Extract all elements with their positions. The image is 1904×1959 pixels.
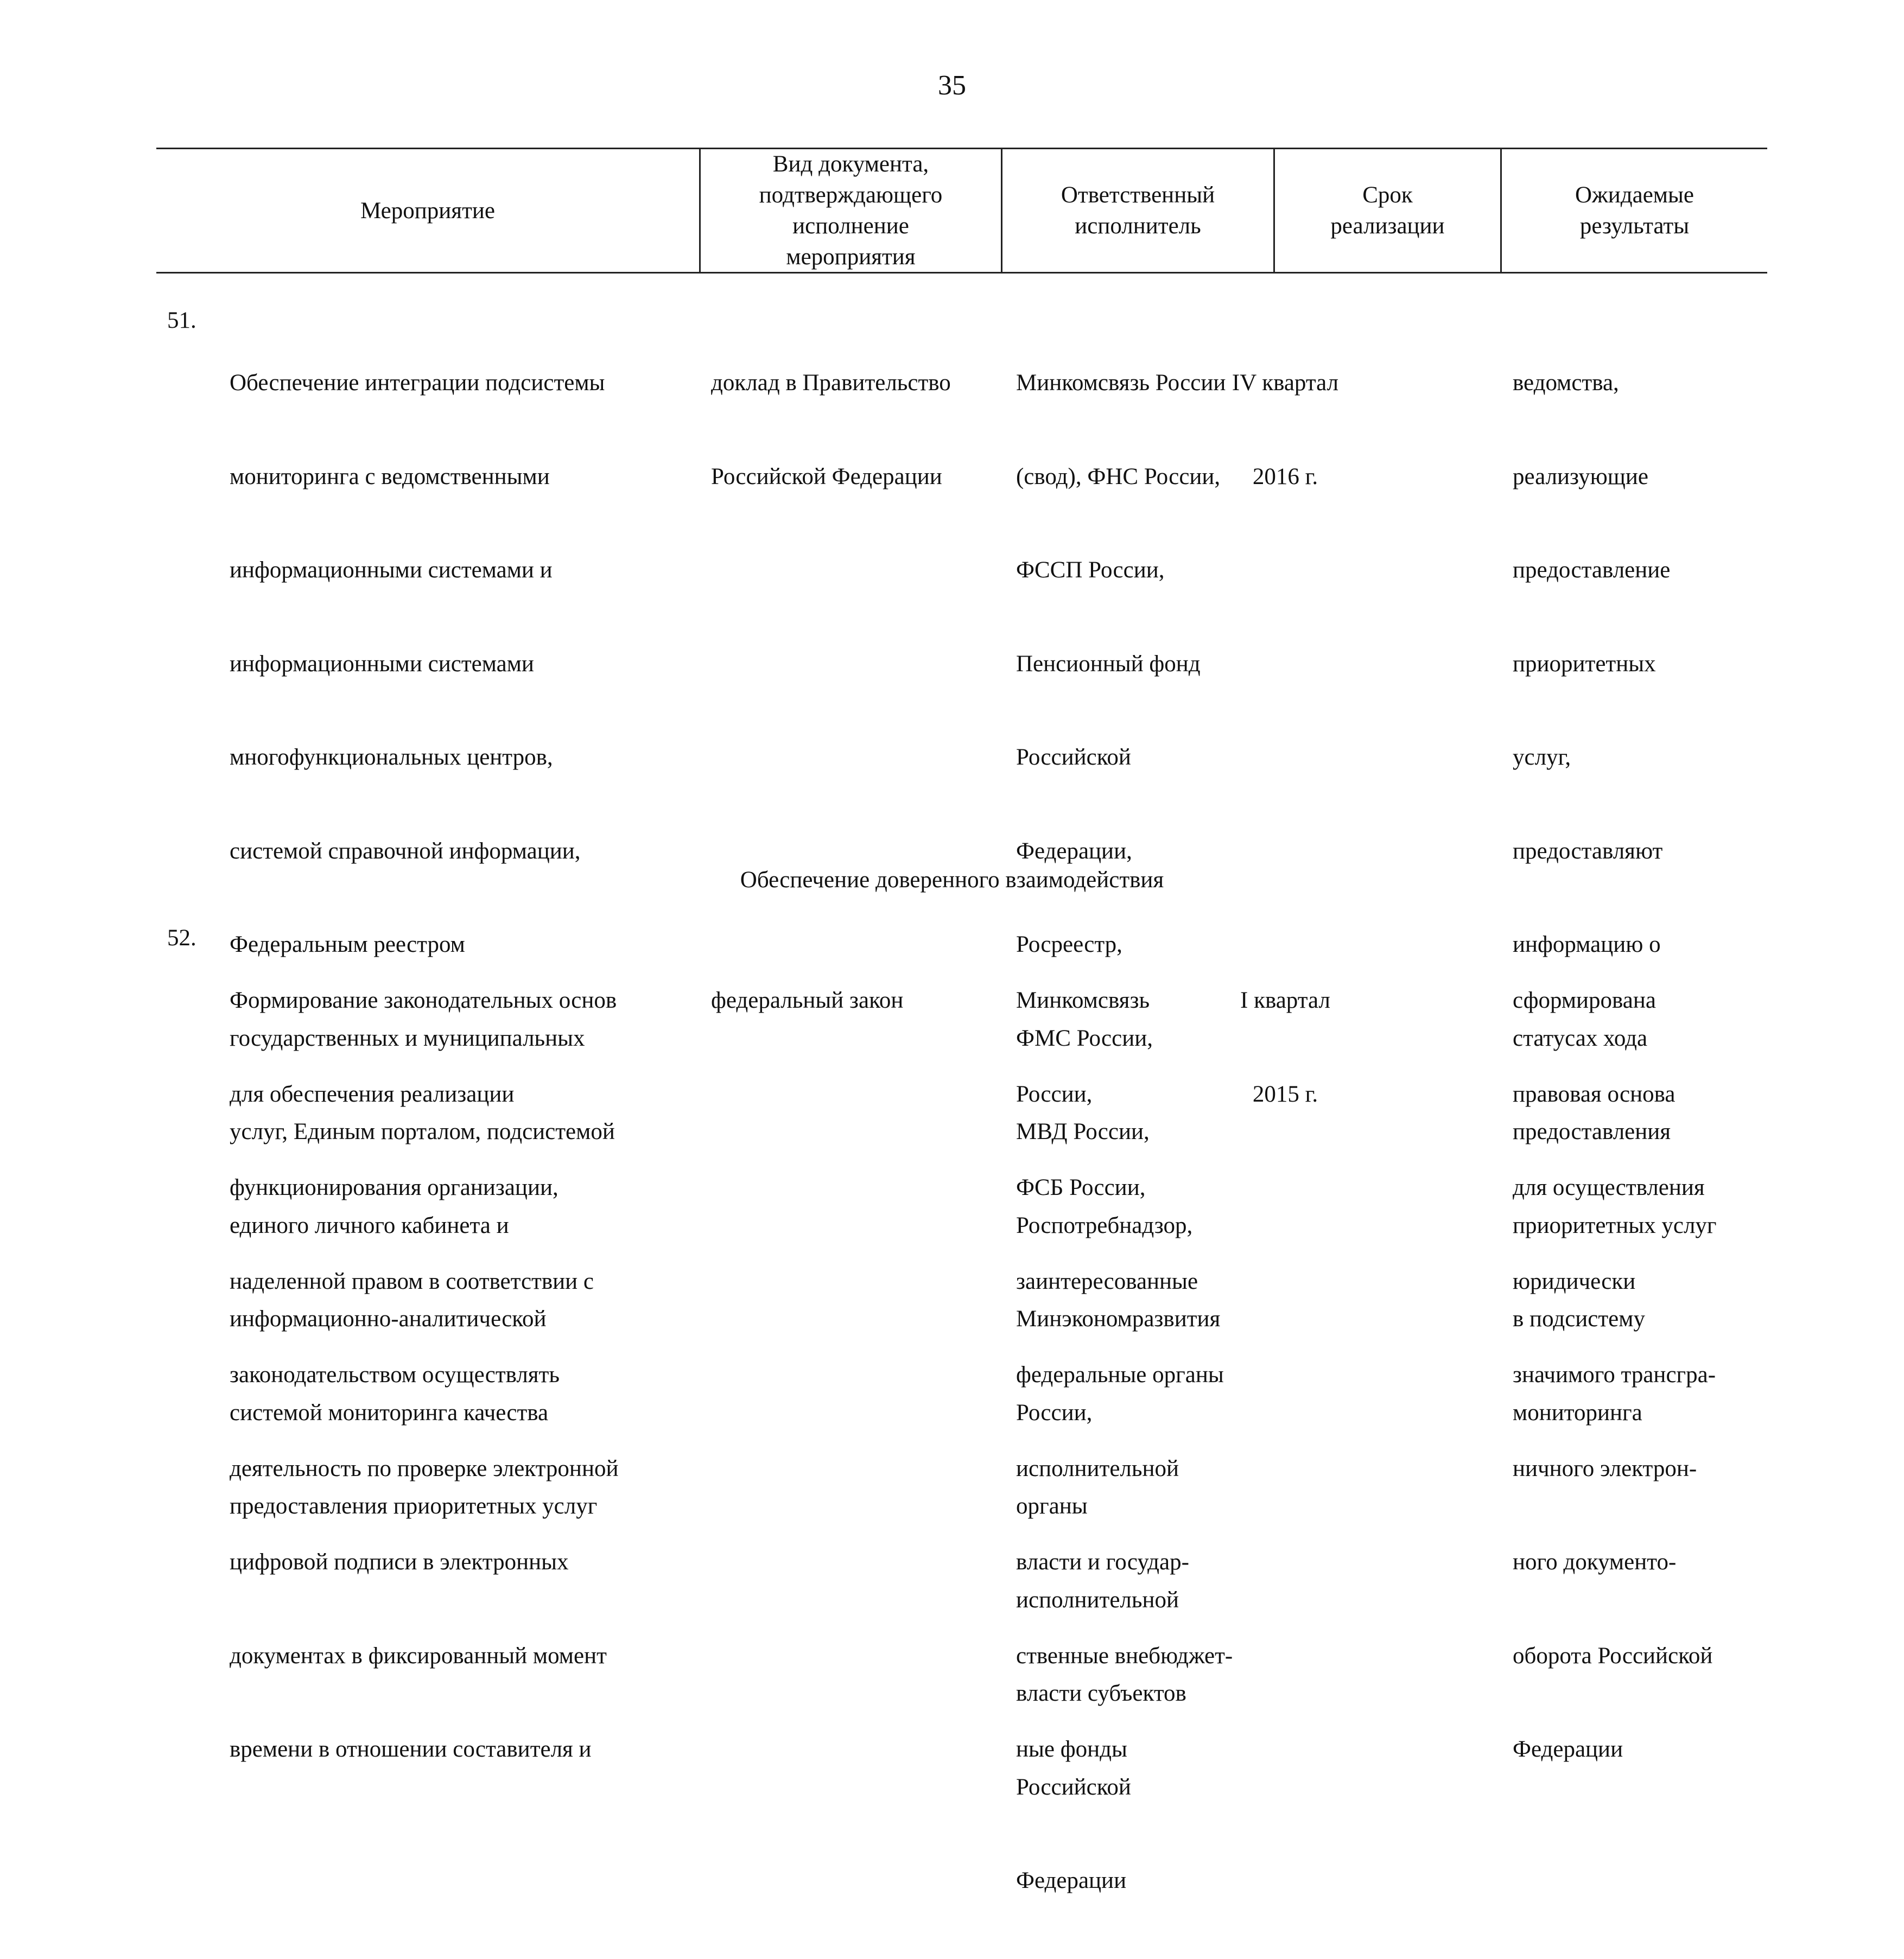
text-line: власти и государ- — [1016, 1549, 1189, 1575]
text-line: Федерации — [1513, 1737, 1623, 1762]
text-line: Формирование законодательных основ — [230, 988, 617, 1013]
text-line: юридически — [1513, 1268, 1636, 1294]
text-line: исполнительной — [1016, 1587, 1179, 1613]
text-line: информационными системами — [230, 651, 534, 677]
text-line: Росреестр, — [1016, 932, 1122, 957]
header-deadline — [1275, 149, 1500, 272]
header-measure — [156, 149, 699, 272]
header-deadline-line: Срок — [1362, 182, 1413, 208]
text-line: предоставления приоритетных услуг — [230, 1493, 598, 1519]
text-line: ственные внебюджет- — [1016, 1643, 1233, 1669]
row-measure — [230, 923, 618, 1828]
text-line: цифровой подписи в электронных — [230, 1549, 569, 1575]
text-line: информацию о — [1513, 932, 1661, 957]
text-line: Российской — [1016, 745, 1131, 770]
text-line: законодательством осуществлять — [230, 1362, 560, 1388]
header-document-line: мероприятия — [786, 244, 916, 270]
text-line: власти субъектов — [1016, 1681, 1186, 1706]
text-line: МВД России, — [1016, 1119, 1150, 1144]
header-results-line: Ожидаемые — [1575, 182, 1694, 208]
header-responsible — [1002, 149, 1273, 272]
text-line: ФСБ России, — [1016, 1175, 1146, 1200]
text-line: Минэкономразвития — [1016, 1306, 1221, 1332]
text-line: федеральный закон — [711, 988, 904, 1013]
text-line: для обеспечения реализации — [230, 1081, 515, 1107]
text-line: Пенсионный фонд — [1016, 651, 1201, 677]
text-line: услуг, — [1513, 745, 1571, 770]
table-header — [156, 148, 1767, 274]
text-line: ФМС России, — [1016, 1025, 1153, 1051]
text-line: Роспотребнадзор, — [1016, 1212, 1193, 1238]
text-line: Минкомсвязь — [1016, 988, 1150, 1013]
header-document-line: подтверждающего — [759, 182, 943, 208]
text-line: предоставления — [1513, 1119, 1671, 1144]
text-line: I квартал — [1240, 988, 1330, 1013]
text-line: Обеспечение интеграции подсистемы — [230, 370, 605, 396]
text-line: системой справочной информации, — [230, 838, 581, 864]
section-title: Обеспечение доверенного взаимодействия — [740, 867, 1164, 893]
text-line: заинтересованные — [1016, 1268, 1198, 1294]
page-number: 35 — [938, 70, 966, 101]
text-line: государственных и муниципальных — [230, 1025, 585, 1051]
text-line: исполнительной — [1016, 1455, 1179, 1481]
text-line: оборота Российской — [1513, 1643, 1713, 1669]
text-line: сформирована — [1513, 988, 1656, 1013]
text-line: предоставление — [1513, 557, 1671, 583]
text-line: предоставляют — [1513, 838, 1663, 864]
row-number: 51. — [167, 308, 196, 333]
text-line: Федеральным реестром — [230, 932, 465, 957]
text-line: Российской — [1016, 1774, 1131, 1800]
header-measure-label: Мероприятие — [360, 198, 495, 224]
text-line: ведомства, — [1513, 370, 1619, 396]
text-line: мониторинга — [1513, 1400, 1642, 1426]
header-responsible-line: Ответственный — [1061, 182, 1215, 208]
text-line: наделенной правом в соответствии с — [230, 1268, 594, 1294]
text-line: России, — [1016, 1400, 1093, 1426]
text-line: ные фонды — [1016, 1737, 1127, 1762]
text-line: статусах хода — [1513, 1025, 1648, 1051]
text-line: ФССП России, — [1016, 557, 1165, 583]
text-line: Российской Федерации — [711, 463, 942, 489]
text-line: IV квартал — [1232, 370, 1339, 396]
text-line: функционирования организации, — [230, 1175, 558, 1200]
row-deadline — [1177, 305, 1394, 555]
text-line: 2015 г. — [1252, 1081, 1318, 1107]
text-line: ного документо- — [1513, 1549, 1677, 1575]
text-line: многофункциональных центров, — [230, 745, 553, 770]
text-line: 2016 г. — [1252, 463, 1318, 489]
header-responsible-line: исполнитель — [1075, 213, 1201, 239]
text-line: приоритетных услуг — [1513, 1212, 1717, 1238]
text-line: Федерации, — [1016, 838, 1132, 864]
text-line: приоритетных — [1513, 651, 1656, 677]
text-line: информационными системами и — [230, 557, 553, 583]
text-line: для осуществления — [1513, 1175, 1705, 1200]
text-line: Федерации — [1016, 1868, 1127, 1893]
row-document — [711, 305, 951, 555]
text-line: услуг, Единым порталом, подсистемой — [230, 1119, 615, 1144]
header-document — [701, 149, 1001, 272]
text-line: мониторинга с ведомственными — [230, 463, 550, 489]
text-line: Минкомсвязь России — [1016, 370, 1226, 396]
text-line: системой мониторинга качества — [230, 1400, 549, 1426]
header-document-line: Вид документа, — [772, 151, 929, 177]
text-line: правовая основа — [1513, 1081, 1675, 1107]
text-line: в подсистему — [1513, 1306, 1645, 1332]
text-line: значимого трансгра- — [1513, 1362, 1716, 1388]
text-line: времени в отношении составителя и — [230, 1737, 592, 1762]
header-results-line: результаты — [1579, 213, 1690, 239]
row-results — [1513, 923, 1716, 1828]
text-line: России, — [1016, 1081, 1093, 1107]
header-deadline-line: реализации — [1330, 213, 1445, 239]
row-number: 52. — [167, 925, 196, 951]
row-document — [711, 923, 903, 1079]
row-deadline — [1177, 923, 1394, 1172]
text-line: реализующие — [1513, 463, 1648, 489]
text-line: органы — [1016, 1493, 1088, 1519]
header-document-line: исполнение — [792, 213, 909, 239]
text-line: ничного электрон- — [1513, 1455, 1697, 1481]
text-line: (свод), ФНС России, — [1016, 463, 1221, 489]
text-line: доклад в Правительство — [711, 370, 951, 396]
text-line: деятельность по проверке электронной — [230, 1455, 619, 1481]
text-line: федеральные органы — [1016, 1362, 1224, 1388]
header-results — [1502, 149, 1767, 272]
text-line: информационно-аналитической — [230, 1306, 547, 1332]
text-line: документах в фиксированный момент — [230, 1643, 607, 1669]
text-line: единого личного кабинета и — [230, 1212, 509, 1238]
